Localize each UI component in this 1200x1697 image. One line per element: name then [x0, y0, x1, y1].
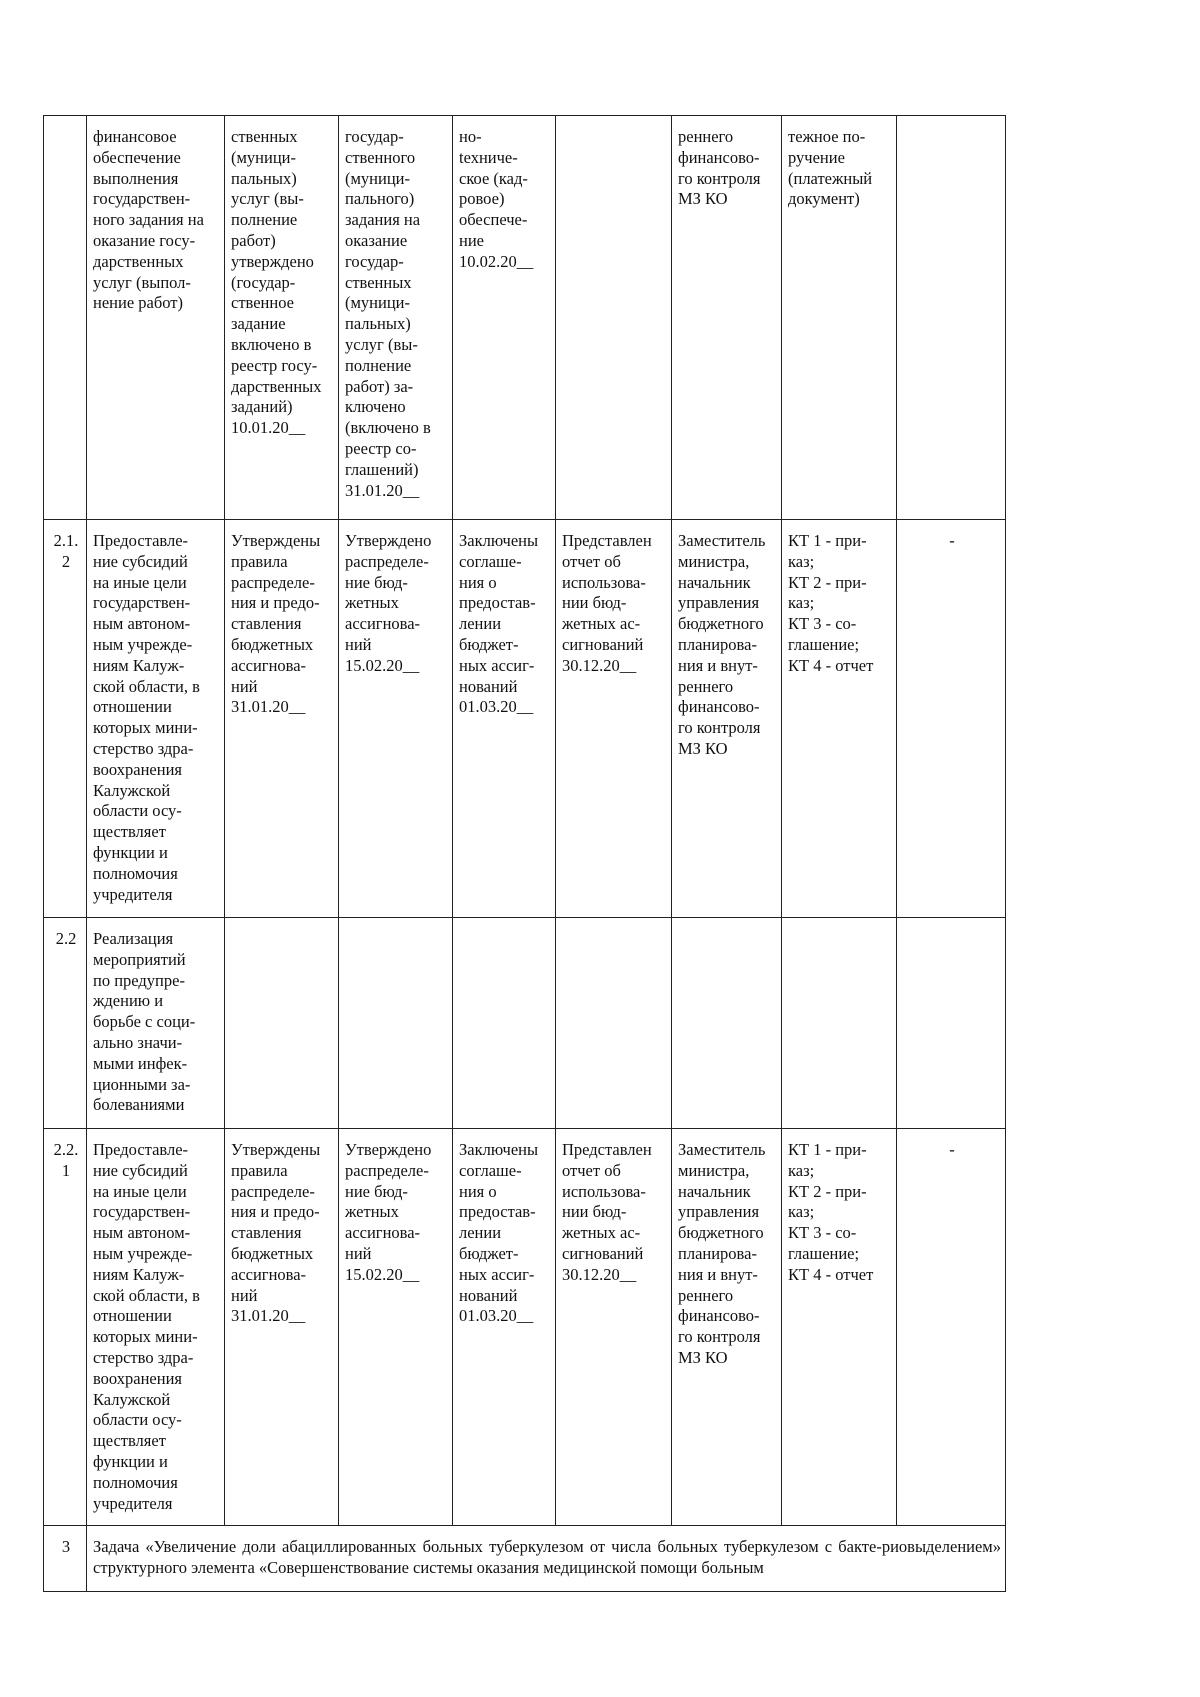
document-type-cell: КТ 1 - при- каз; КТ 2 - при- каз; КТ 3 - со- глашение; КТ 4 - отчет [782, 1129, 897, 1526]
control-point-4-cell: Представлен отчет об использова- нии бюд- жетных ас- сигнований 30.12.20__ [556, 520, 672, 918]
responsible-cell: реннего финансово- го контроля МЗ КО [672, 116, 782, 520]
control-point-1-cell [225, 918, 339, 1129]
control-point-4-cell: Представлен отчет об использова- нии бюд- жетных ас- сигнований 30.12.20__ [556, 1129, 672, 1526]
table-row [44, 918, 1006, 1129]
responsible-cell [672, 918, 782, 1129]
control-point-1-cell: Утверждены правила распределе- ния и предо- ставления бюджетных ассигнова- ний 31.01.20__ [225, 1129, 339, 1526]
note-cell [897, 918, 1006, 1129]
row-number: 2.2 [44, 918, 87, 1129]
control-point-1-cell: ственных (муници- пальных) услуг (вы- полнение работ) утверждено (государ- ственное задание включено в реестр госу- дарственных заданий) 10.01.20__ [225, 116, 339, 520]
control-point-1-cell: Утверждены правила распределе- ния и предо- ставления бюджетных ассигнова- ний 31.01.20__ [225, 520, 339, 918]
document-type-cell: тежное по- ручение (платежный документ) [782, 116, 897, 520]
task-row [44, 1526, 1006, 1592]
document-type-cell: КТ 1 - при- каз; КТ 2 - при- каз; КТ 3 - со- глашение; КТ 4 - отчет [782, 520, 897, 918]
note-cell [897, 116, 1006, 520]
row-number: 3 [44, 1526, 87, 1592]
control-point-2-cell [339, 918, 453, 1129]
row-number [44, 116, 87, 520]
control-point-2-cell: государ- ственного (муници- пального) задания на оказание государ- ственных (муници- пальных) услуг (вы- полнение работ) за- ключено (включено в реестр со- глашений) 31.01.20__ [339, 116, 453, 520]
row-number: 2.1. 2 [44, 520, 87, 918]
responsible-cell: Заместитель министра, начальник управления бюджетного планирова- ния и внут- реннего финансово- го контроля МЗ КО [672, 1129, 782, 1526]
table-row [44, 520, 1006, 918]
event-name-cell: Предоставле- ние субсидий на иные цели государствен- ным автоном- ным учрежде- ниям Калуж- ской области, в отношении которых мини- стерство здра- воохранения Калужской области осу- ществляет функции и полномочия учредителя [87, 1129, 225, 1526]
task-description: Задача «Увеличение доли абациллированных больных туберкулезом от числа больных туберкулезом с бакте-риовыделением» структурного элемента «Совершенствование системы оказания медицинской помощи больным [87, 1526, 1006, 1592]
document-page [43, 115, 1005, 1592]
document-type-cell [782, 918, 897, 1129]
table-row [44, 1129, 1006, 1526]
note-cell: - [897, 520, 1006, 918]
event-name-cell: финансовое обеспечение выполнения государствен- ного задания на оказание госу- дарственных услуг (выпол- нение работ) [87, 116, 225, 520]
control-point-3-cell: Заключены соглаше- ния о предостав- лении бюджет- ных ассиг- нований 01.03.20__ [453, 520, 556, 918]
control-point-4-cell [556, 918, 672, 1129]
control-point-4-cell [556, 116, 672, 520]
control-point-2-cell: Утверждено распределе- ние бюд- жетных ассигнова- ний 15.02.20__ [339, 1129, 453, 1526]
row-number: 2.2. 1 [44, 1129, 87, 1526]
control-point-3-cell: Заключены соглаше- ния о предостав- лении бюджет- ных ассиг- нований 01.03.20__ [453, 1129, 556, 1526]
event-name-cell: Предоставле- ние субсидий на иные цели государствен- ным автоном- ным учрежде- ниям Калуж- ской области, в отношении которых мини- стерство здра- воохранения Калужской области осу- ществляет функции и полномочия учредителя [87, 520, 225, 918]
plan-table [43, 115, 1006, 1592]
responsible-cell: Заместитель министра, начальник управления бюджетного планирова- ния и внут- реннего финансово- го контроля МЗ КО [672, 520, 782, 918]
control-point-3-cell [453, 918, 556, 1129]
control-point-2-cell: Утверждено распределе- ние бюд- жетных ассигнова- ний 15.02.20__ [339, 520, 453, 918]
control-point-3-cell: но- tехниче- ское (кад- ровое) обеспече- ние 10.02.20__ [453, 116, 556, 520]
table-row [44, 116, 1006, 520]
note-cell: - [897, 1129, 1006, 1526]
event-name-cell: Реализация мероприятий по предупре- ждению и борьбе с соци- ально значи- мыми инфек- ционными за- болеваниями [87, 918, 225, 1129]
